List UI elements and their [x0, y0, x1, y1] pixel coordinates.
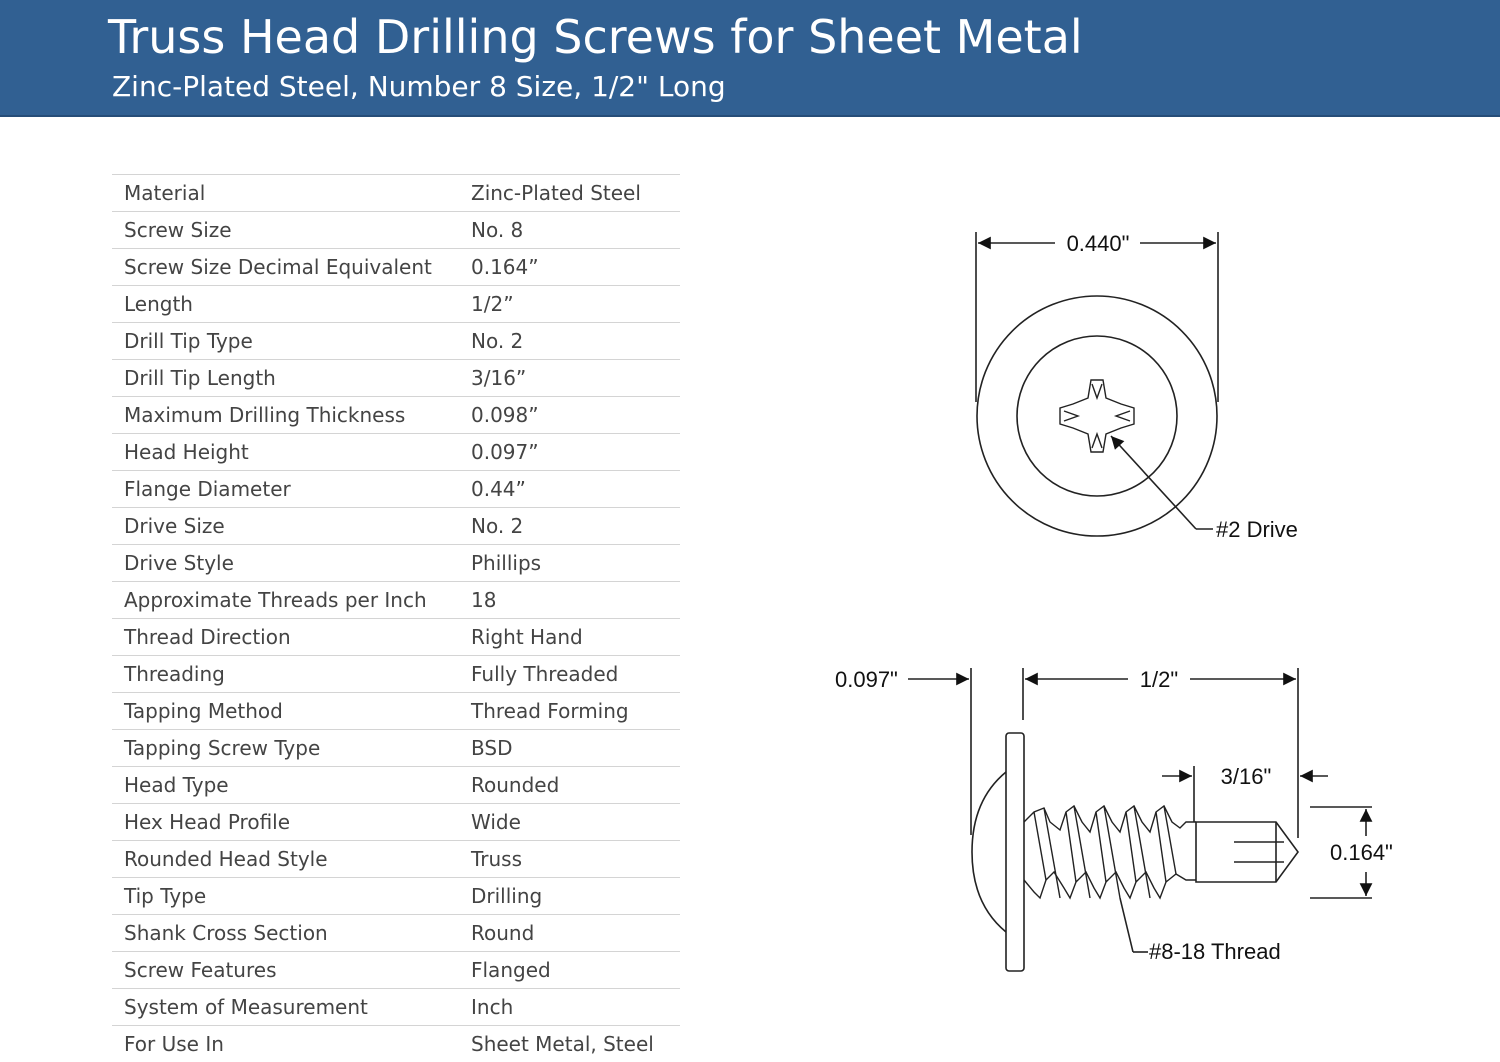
spec-label: Thread Direction	[112, 619, 471, 656]
flange-outer-circle	[977, 296, 1217, 536]
spec-value: Zinc-Plated Steel	[471, 175, 680, 212]
spec-value: Phillips	[471, 545, 680, 582]
flange-diameter-dim: 0.440"	[1067, 231, 1130, 256]
spec-label: Tapping Screw Type	[112, 730, 471, 767]
spec-label: System of Measurement	[112, 989, 471, 1026]
spec-label: Length	[112, 286, 471, 323]
length-dim: 1/2"	[1140, 667, 1178, 692]
spec-label: Screw Size	[112, 212, 471, 249]
page-title: Truss Head Drilling Screws for Sheet Metal	[108, 10, 1083, 64]
spec-label: Drill Tip Type	[112, 323, 471, 360]
spec-value: 3/16”	[471, 360, 680, 397]
spec-value: 0.097”	[471, 434, 680, 471]
screw-head-dome	[972, 772, 1006, 932]
drive-callout: #2 Drive	[1216, 517, 1298, 542]
phillips-drive-icon	[1060, 380, 1134, 452]
head-inner-circle	[1017, 336, 1177, 496]
spec-value: Sheet Metal, Steel	[471, 1026, 680, 1062]
tip-length-dim: 3/16"	[1221, 764, 1272, 789]
spec-label: Drive Style	[112, 545, 471, 582]
spec-label: Head Height	[112, 434, 471, 471]
spec-value: 18	[471, 582, 680, 619]
spec-value: Thread Forming	[471, 693, 680, 730]
spec-label: Screw Features	[112, 952, 471, 989]
spec-value: 0.44”	[471, 471, 680, 508]
screw-threads	[1024, 806, 1196, 898]
spec-value: No. 2	[471, 508, 680, 545]
spec-value: BSD	[471, 730, 680, 767]
page-subtitle: Zinc-Plated Steel, Number 8 Size, 1/2" Long	[112, 70, 726, 103]
spec-label: Flange Diameter	[112, 471, 471, 508]
top-view	[976, 232, 1218, 536]
spec-label: Hex Head Profile	[112, 804, 471, 841]
spec-label: Approximate Threads per Inch	[112, 582, 471, 619]
spec-value: 0.164”	[471, 249, 680, 286]
spec-label: Material	[112, 175, 471, 212]
spec-label: Drill Tip Length	[112, 360, 471, 397]
spec-value: No. 8	[471, 212, 680, 249]
spec-value: Flanged	[471, 952, 680, 989]
spec-label: Maximum Drilling Thickness	[112, 397, 471, 434]
spec-value: Truss	[471, 841, 680, 878]
screw-flange	[1006, 733, 1024, 971]
shank-diameter-dim: 0.164"	[1330, 840, 1393, 865]
spec-label: Tapping Method	[112, 693, 471, 730]
spec-value: Rounded	[471, 767, 680, 804]
spec-value: Drilling	[471, 878, 680, 915]
spec-value: Right Hand	[471, 619, 680, 656]
thread-callout: #8-18 Thread	[1149, 939, 1281, 964]
spec-value: 0.098”	[471, 397, 680, 434]
spec-label: Tip Type	[112, 878, 471, 915]
side-view	[908, 668, 1372, 971]
spec-label: For Use In	[112, 1026, 471, 1062]
spec-value: Round	[471, 915, 680, 952]
spec-value: Fully Threaded	[471, 656, 680, 693]
spec-label: Head Type	[112, 767, 471, 804]
spec-label: Screw Size Decimal Equivalent	[112, 249, 471, 286]
head-height-dim: 0.097"	[835, 667, 898, 692]
spec-label: Threading	[112, 656, 471, 693]
spec-value: Inch	[471, 989, 680, 1026]
drill-tip	[1196, 822, 1298, 882]
spec-label: Shank Cross Section	[112, 915, 471, 952]
spec-value: No. 2	[471, 323, 680, 360]
spec-label: Rounded Head Style	[112, 841, 471, 878]
spec-value: 1/2”	[471, 286, 680, 323]
spec-value: Wide	[471, 804, 680, 841]
spec-label: Drive Size	[112, 508, 471, 545]
